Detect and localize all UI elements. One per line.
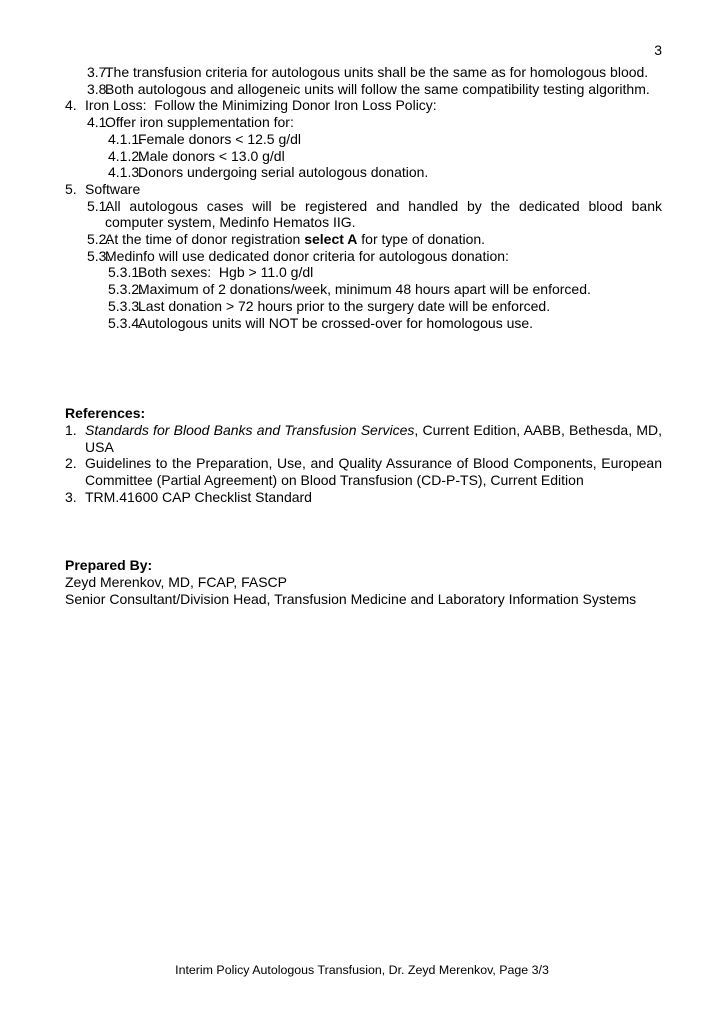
policy-item-number: 5.3.1. — [108, 264, 144, 281]
policy-item-text: Both autologous and allogeneic units will follow the same compatibility testing algorithm. — [105, 80, 650, 97]
policy-item-number: 4.1.1. — [108, 130, 144, 147]
policy-item — [65, 64, 662, 81]
policy-item — [65, 97, 662, 114]
policy-item — [65, 181, 662, 198]
policy-item-text: Female donors < 12.5 g/dl — [138, 130, 302, 147]
policy-item — [65, 131, 662, 148]
policy-item — [65, 264, 662, 281]
document-body — [65, 64, 662, 608]
policy-item-number: 3.7. — [87, 64, 111, 80]
policy-item-text: Both sexes: Hgb > 11.0 g/dl — [138, 264, 314, 281]
policy-item — [65, 298, 662, 315]
prepared-by-heading: Prepared By: — [65, 557, 153, 574]
policy-item-number: 5.1. — [87, 197, 111, 214]
policy-item — [65, 81, 662, 98]
policy-item-number: 5. — [65, 180, 77, 197]
reference-number: 2. — [65, 455, 77, 472]
policy-item-text: for type of donation. — [357, 231, 486, 248]
policy-item-number: 5.3.4. — [108, 314, 144, 331]
reference-text: TRM.41600 CAP Checklist Standard — [85, 488, 312, 505]
policy-item-text: Software — [85, 180, 141, 197]
policy-item-text: Maximum of 2 donations/week, minimum 48 hours apart will be enforced. — [138, 281, 591, 298]
policy-item-text: Autologous units will NOT be crossed-over for homologous use. — [138, 314, 534, 331]
reference-title-italic: Standards for Blood Banks and Transfusion Services — [85, 421, 415, 438]
policy-item — [65, 315, 662, 332]
policy-item-text: At the time of donor registration — [105, 231, 305, 248]
policy-item — [65, 198, 662, 231]
prepared-by-name: Zeyd Merenkov, MD, FCAP, FASCP — [65, 574, 287, 591]
policy-list — [65, 64, 662, 331]
policy-item-number: 3.8. — [87, 80, 111, 97]
reference-number: 1. — [65, 421, 77, 438]
policy-item-number: 4. — [65, 97, 77, 114]
page-footer: Interim Policy Autologous Transfusion, Dr. Zeyd Merenkov, Page 3/3 — [175, 963, 549, 977]
reference-text: , Current Edition, AABB, Bethesda, MD, USA — [85, 421, 662, 455]
reference-text: Guidelines to the Preparation, Use, and Quality Assurance of Blood Components, European Committee (Partial Agreement) on Blood Transfusion (CD-P-TS), Current Edition — [85, 455, 662, 489]
policy-item-text: The transfusion criteria for autologous units shall be the same as for homologous blood. — [105, 64, 649, 80]
reference-number: 3. — [65, 488, 77, 505]
policy-item — [65, 281, 662, 298]
policy-item-number: 5.3.2. — [108, 281, 144, 298]
page-number: 3 — [654, 42, 662, 58]
policy-item-text: Last donation > 72 hours prior to the surgery date will be enforced. — [138, 297, 551, 314]
prepared-by-title: Senior Consultant/Division Head, Transfusion Medicine and Laboratory Information Systems — [65, 590, 637, 607]
policy-item-number: 4.1.2. — [108, 147, 144, 164]
reference-item — [65, 455, 662, 488]
policy-item — [65, 148, 662, 165]
policy-item — [65, 231, 662, 248]
policy-item-number: 4.1.3. — [108, 164, 144, 181]
policy-item-text: All autologous cases will be registered and handled by the dedicated blood bank computer system, Medinfo Hematos IIG. — [105, 197, 662, 231]
policy-item-number: 5.3. — [87, 247, 111, 264]
prepared-by-section — [65, 557, 662, 607]
policy-item-text: Medinfo will use dedicated donor criteria for autologous donation: — [105, 247, 509, 264]
references-section — [65, 405, 662, 505]
policy-item-number: 5.3.3. — [108, 297, 144, 314]
reference-item — [65, 422, 662, 455]
policy-item-text: Offer iron supplementation for: — [105, 114, 294, 131]
policy-item-text: Male donors < 13.0 g/dl — [138, 147, 285, 164]
reference-item — [65, 489, 662, 506]
references-heading: References: — [65, 405, 146, 422]
policy-item-text: Iron Loss: Follow the Minimizing Donor Iron Loss Policy: — [85, 97, 437, 114]
policy-item — [65, 248, 662, 265]
policy-item — [65, 164, 662, 181]
policy-item-number: 5.2. — [87, 231, 111, 248]
policy-item-text: Donors undergoing serial autologous donation. — [138, 164, 429, 181]
policy-item — [65, 114, 662, 131]
policy-item-text-bold: select A — [304, 231, 358, 248]
policy-item-number: 4.1. — [87, 114, 111, 131]
